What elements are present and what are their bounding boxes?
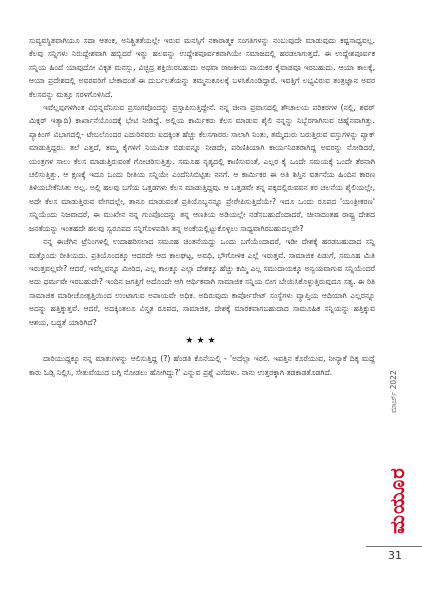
article-paragraph: ನನ್ನ ಈಚೆಗಿನ ಟ್ರೆನಿಂಗಳಲ್ಲಿ ಉದಾಹರಿಸಲಾದ ಸಮೂಹ ಚಿಂತನೆಯದ್ದು ಒಂದು ಬಗೆಯೆಂದಾದರೆ, ಇಡೀ ದೇಶಕ್ಕೆ ಹರಡಬಹುದಾದ ಸನ್ನಿ ಮತ್ತೊಂದು ರೀತಿಯದು. ಪ್ರತಿಯೊಂದಕ್ಕೂ ಆದರದೇ ಆದ ಕಾಲಘಟ್ಟ, ಅವಧಿ, ಭೌಗೋಳಿಕ ಎಲ್ಲೆ ಇರುತ್ತವೆ. ಸಾಮಾಜಿಕ ಪಿಡುಗೆ, ಸಮೂಹ ಮಿತಿ ಇರುತ್ತವಲ್ಲವೇ? ಆದರೆ, ಇವೆಲ್ಲವನ್ನೂ ಮೀರಿದ, ಎಲ್ಲ ಕಾಲಕ್ಕೂ ಎಲ್ಲಾ ದೇಶಕ್ಕೂ ಹೆಚ್ಚು ಕಮ್ಮಿ ಎಲ್ಲ ಸಮುದಾಯಕ್ಕೂ ಅನ್ವಯವಾಗುವ ಸನ್ನಿಯೆಂದರೆ ಅದು ಧರ್ಮವೇ ಇರಬಹುದೇ? ಇಂದಿನ ಜಗತ್ತಿಗೆ ಅದೊಂದೇ ಆಗಿ ಆರ್ಥಿಕವಾಗಿ ಸಾಮಾಜಿಕ ಸನ್ನಿಯ ಬೀಗ ಬೇಯಿಸಿಕೊಳ್ಳುತ್ತಿರುವುದೂ ಸತ್ಯ. ಈ ರಿತಿ ಸಾಮಾಜಿಕ ಮಾರೀಚೋತ್ಪತ್ತಿಯಿಂದ ಉಂಟಾಗುವ ಅಪಾಯವೇ ಅಧಿಕ. ಅದಿರುವುದು ಕಾರ್ಪೋರೇಟ್ ಸಂಸ್ಥೆಗಳು ವ್ಯಾಪ್ತಿಯ ಆದಿಯಾಗಿ ಎಲ್ಲರನ್ನೂ ಅದನ್ನು ಹತ್ತಿಕ್ಕುತ್ತವೆ. ಆದರೆ, ಅದಕ್ಕಿಂತಲೂ ವಿಸ್ತೃತ ರೂಪದ, ಸಾಮಾಜಿಕ, ದೇಶಕ್ಕೆ ಮಾರಕವಾಗಬಹುದಾದ ಸಾಮೂಹಿಕ ಸನ್ನಿಯನ್ನು ಹತ್ತಿಕ್ಕುವ ಆಶಯ, ಬದ್ಧತೆ ಯಾರಿಗಿದೆ?: [29, 237, 375, 327]
article-paragraph: ಇವೆಲ್ಲವುಗಳಿಗಿಂತ ವಿಭಿನ್ನವೆನಿಸುವ ಪ್ರಸಂಗವೊಂದನ್ನು ಪ್ರಸ್ತಾಪಿಸುತ್ತಿದ್ದೇನೆ. ನನ್ನ ಚೀನಾ ಪ್ರವಾಸದಲ್ಲಿ ಶೌಚಾಲಯ ಪರಿಕರಗಳ (ನಲ್ಲಿ, ಶವರ್ ಮಿಕ್ಸರ್ ಇತ್ಯಾದಿ) ಕಾರ್ಖಾನೆಯೊಂದಕ್ಕೆ ಭೇಟಿ ನೀಡಿದ್ದೆ. ಅಲ್ಲಿಯ ಕಾರ್ಮಿಕರು ಕೆಲಸ ಮಾಡುವ ಶೈಲಿ ನನ್ನನ್ನು ನಿಬ್ಬೆರಗಾಗಿಸುವ ಚಿಹ್ನೆನವಾಗಿತ್ತು. ಪ್ಯಾಕಿಂಗ್ ವಿಭಾಗದಲ್ಲಿ- ಟೇಬಲೊಂದರ ಎದುರಿನವರು ಐದಕ್ಕಿಂತ ಹೆಚ್ಚು ಕೆಲಸಗಾರರು ಸಾಲಾಗಿ ನಿಂತು, ತಮ್ಮೆದುರು ಬರುತ್ತಿರುವ ವಸ್ತುಗಳನ್ನು ಪ್ಯಾಕ್ ಮಾಡುತ್ತಿದ್ದರು. ತಲೆ ಎತ್ತದೆ, ತಮ್ಮ ಕೈಗಳಿಗೆ ನಿಯಮಿತ ಬಿಡುವನ್ನೂ ನೀಡದೇ, ಪರಿಣಿತಿಯಾಗಿ ಕಾರ್ಯನಿರತರಾಗಿದ್ದ ಅವರನ್ನು ನೋಡಿದರೆ, ಯಂತ್ರಗಳ ಸಾಲು ಕೆಲಸ ಮಾಡುತ್ತಿರುವಂತೆ ಗೋಚರಿಸುತ್ತಿತ್ತು. ಸಮೂಹ ನೃತ್ಯದಲ್ಲಿ ಕಾಣಿಸುವಂತೆ, ಎಲ್ಲರ ಕೈ ಒಂದೇ ಸಮಯಕ್ಕೆ ಒಂದೇ ತೆರನಾಗಿ ಚಲಿಸುತ್ತಿತ್ತು. ಆ ಕ್ಷಣಕ್ಕೆ ಇದೂ ಒಂದು ರೀತಿಯ ಸನ್ನಿಯೇ ಎಂದೆನಿಸಿಬಿಟ್ಟಿತು ನನಗೆ. ಆ ಕಾರ್ಮಿಕರ ಈ ಅತಿ ಶಿಸ್ತಿನ ವರ್ತನೆಯ ಹಿಂದಿನ ಕಾರಣ ತಿಳಿಯಬೇಕೆನಿಸಿತು ಅಲ್ಲ. ಅಲ್ಲಿ ಹಲವು ಬಗೆಯ ಒತ್ತಡಗಳು ಕೆಲಸ ಮಾಡುತ್ತಿದ್ದವು. ಆ ಒತ್ತಡವೇ ತನ್ನ ಪಕ್ಕದಲ್ಲಿರುವವನ ಕರ ಚಲನೆಯ ಶೈಲಿಯಲ್ಲೇ, ಅದೇ ಕೆಲಸ ಮಾಡುತ್ತಿರುವ ವೇಗದಲ್ಲೇ, ತಾನೂ ಮಾಡುವಂತೆ ಪ್ರತಿಯೊಬ್ಬನನ್ನೂ ಪ್ರೇರೇಪಿಸುತ್ತಿದೆಯೇ? ಇದೂ ಒಂದು ರೂಪದ 'ಯಂತ್ರೀಕರಣ' ಸನ್ನಿಯೆಂದು ನಿಜವಾದರೆ, ಈ ಮುಖೇನ ನನ್ನ ಗುಂಪೊಂದನ್ನು ತನ್ನ ಆಣತಿಯ ಅಡಿಯಲ್ಲೇ ನಡೆಸಬಹುದೆಂದಾದರೆ, ಚೀನಾದಂತಹ ರಾಷ್ಟ್ರ ದೇಶದ ಜನತೆಯನ್ನು ಇಂತಹದೇ ಹಲವು ಸ್ವರೂಪದ ಸನ್ನಿಗೊಳಪಡಿಸಿ ತನ್ನ ಅಂಕೆಯಲ್ಲಿಟ್ಟುಕೊಳ್ಳಲು ಸಾಧ್ಯವಾಗಿರಬಹುದಲ್ಲವೇ?: [29, 103, 375, 233]
section-divider: ★★★: [185, 335, 219, 346]
closing-paragraph: ದಾರಿಯುದ್ದಕ್ಕೂ ನನ್ನ ಮಾತುಗಳನ್ನು ಆಲಿಸುತ್ತಿದ್ದ (?) ಹೆಂಡತಿ ಕೊನೆಯಲ್ಲಿ - 'ಅದೆಲ್ಲಾ ಇರಲಿ. ಇವತ್ತಿನ ಕೊರೆಯುವ, ನೀನ್ಯಾಕೆ ದಿಕ್ಕ ಮದ್ದೆ ಕಾರು ಓಡ್ಸಿ ನಿಲ್ಲಿಸಿ, ಸೇತುವೆಯುದ ಬಗ್ಗಿ ನೋಡಲು ಹೋಗಿದ್ದು?' ಎನ್ನುವ ಪ್ರಶ್ನೆ ಎಸೆದಳು. ನಾನು ಉತ್ತರಕ್ಕಾಗಿ ತಡಕಾಡತೊಡಗಿದೆ.: [29, 354, 375, 377]
article-paragraph: ಸುವ್ಯವಸ್ಥಿತವಾಗಿಯೂ ಸದಾ ಆತಂಕ, ಅನಿಶ್ಚಿತತೆಯಲ್ಲೇ ಇರುವ ಮನಸ್ಸಿಗೆ ನಕಾರಾತ್ಮಕ ಸಂಗತಿಗಳನ್ನು ನಂಬುವುದೇ ಮಾಡುವುದು ಕಷ್ಟಸಾಧ್ಯವಲ್ಲ. ಕೆಲವು ಸನ್ನಿಗಳು ನಿರುದ್ದೇಶವಾಗಿ ಹಬ್ಬಿದರೆ ಇನ್ನು ಹಲವನ್ನು ಉದ್ದೇಶಪೂರ್ವಕವಾಗಿಯೇ ಸಮಾಜದಲ್ಲಿ ಹರಡಲಾಗುತ್ತದೆ. ಈ ಉದ್ದೇಶಪೂರ್ವಕ ಸನ್ನಿಯ ಹಿಂದೆ ಯಾವುದೋ ವಿಕೃತ ಮನಸ್ಸು, ವಿಚ್ಛಿದ್ರ ಶಕ್ತಿಯಿರಬಹುದು ಅಥವಾ ರಾಜಕೀಯ ನಾಯಕರ ಕೈವಾಡವೂ ಇರಬಹುದು. ಆಯಾ ಕಾಲಕ್ಕೆ, ಆಯಾ ಪ್ರದೇಶದಲ್ಲಿ ಅವರವರಿಗೆ ಬೇಕಾದಂತೆ ಈ ದುರ್ಬಲತೆಯನ್ನು ತಮ್ಮನುಕೂಲಕ್ಕೆ ಬಳಸಿಕೊಂಡಿದ್ದಾರೆ. ಇವತ್ತಿಗೆ ಲಭ್ಯವಿರುವ ತಂತ್ರಜ್ಞಾನ ಅವರ ಕೆಲಸವನ್ನು ಮತ್ತೂ ಸರಳಗೊಳಿಸಿದೆ.: [29, 36, 375, 99]
article-column: [29, 34, 375, 379]
issue-date: ಮಾರ್ಚ್ 2022: [389, 370, 398, 414]
magazine-logo: ಮಯೂರ: [385, 467, 409, 535]
page-number: 31: [388, 549, 402, 562]
